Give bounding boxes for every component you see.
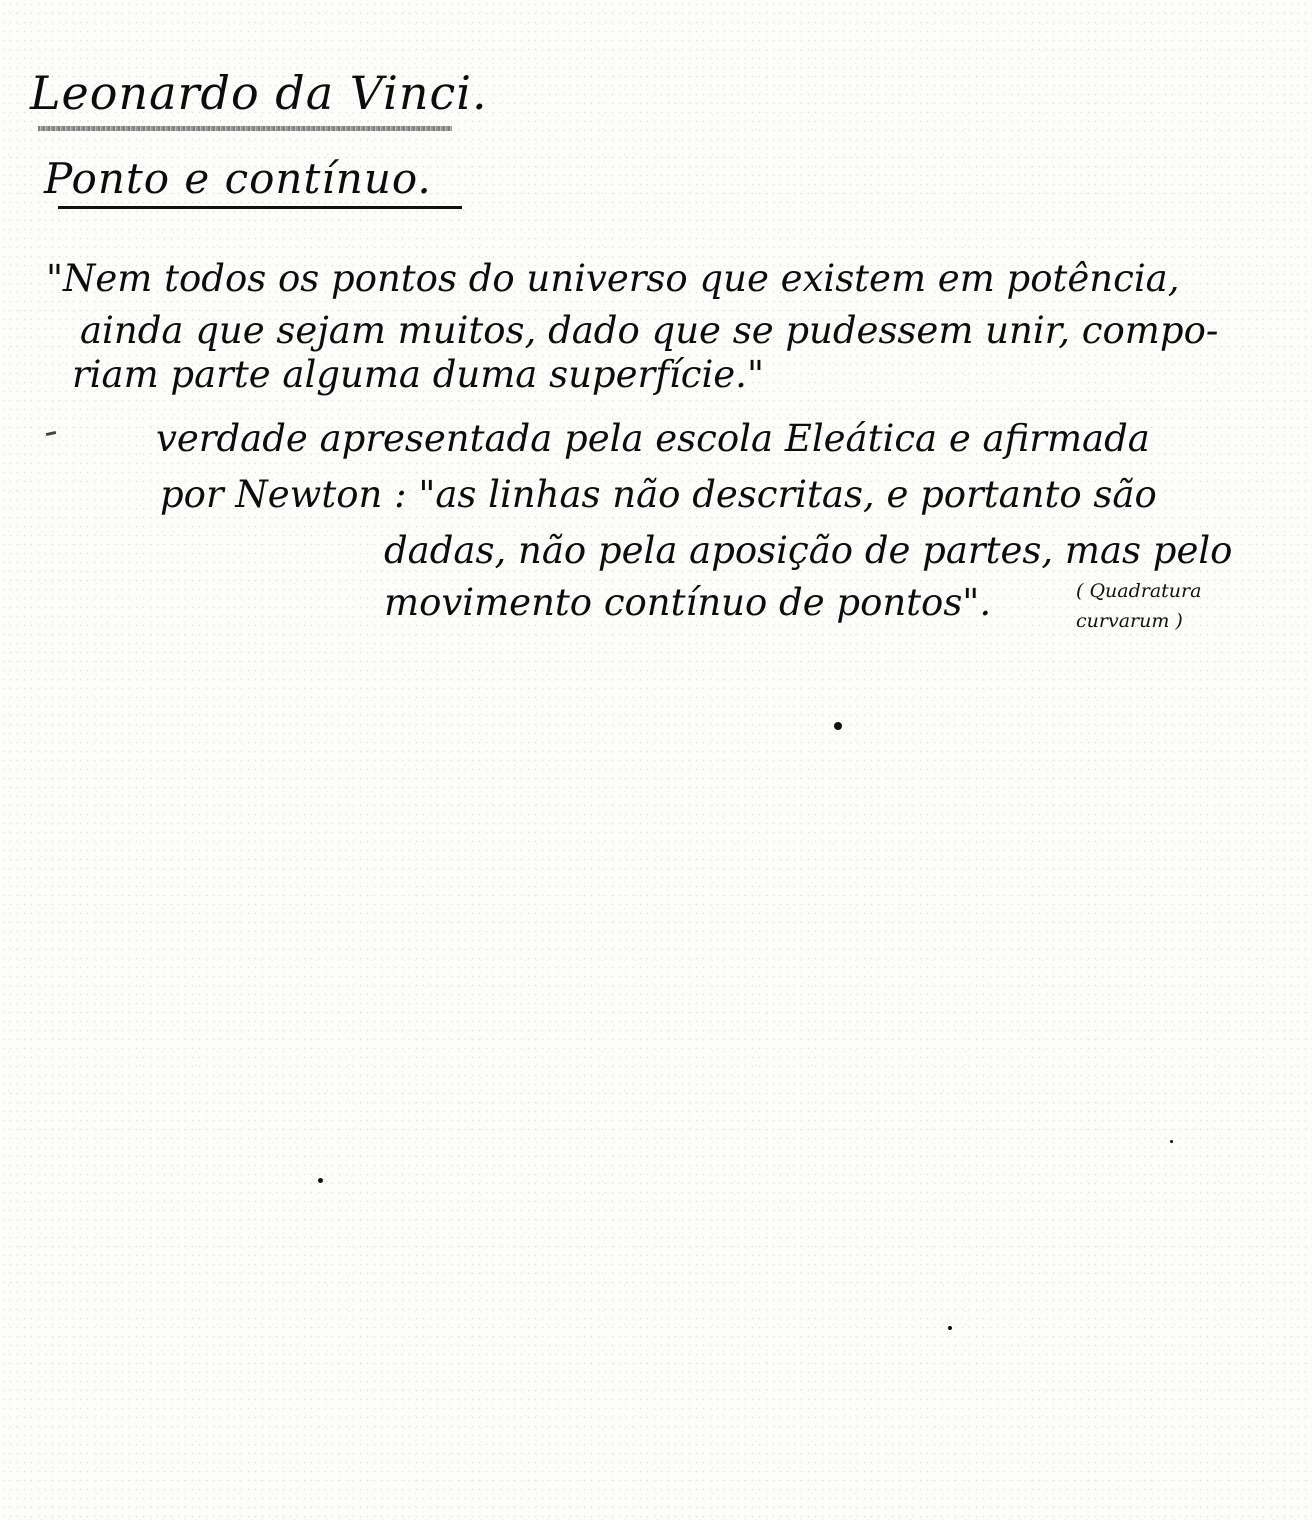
margin-dash — [46, 431, 56, 436]
margin-note — [1076, 576, 1201, 636]
ink-spot — [1170, 1140, 1173, 1143]
quote-line: riam parte alguma duma superfície." — [72, 353, 764, 396]
section-heading: Ponto e contínuo. — [44, 154, 432, 203]
page-title: Leonardo da Vinci. — [30, 66, 488, 120]
paragraph-line: movimento contínuo de pontos". — [384, 581, 992, 624]
quote-line: "Nem todos os pontos do universo que existem em potência, — [46, 257, 1180, 300]
paragraph-line: dadas, não pela aposição de partes, mas pelo — [384, 529, 1233, 572]
heading-underline — [58, 206, 462, 209]
ink-spot — [948, 1326, 952, 1330]
paragraph-line: verdade apresentada pela escola Eleática e afirmada — [156, 417, 1150, 460]
margin-note-line: curvarum ) — [1076, 610, 1183, 632]
ink-spot — [834, 722, 842, 730]
paragraph-line: por Newton : "as linhas não descritas, e portanto são — [160, 473, 1157, 516]
margin-note-line: ( Quadratura — [1076, 580, 1202, 602]
ink-spot — [318, 1178, 323, 1183]
title-underline — [38, 126, 452, 131]
quote-line: ainda que sejam muitos, dado que se pudessem unir, compo- — [80, 309, 1219, 352]
